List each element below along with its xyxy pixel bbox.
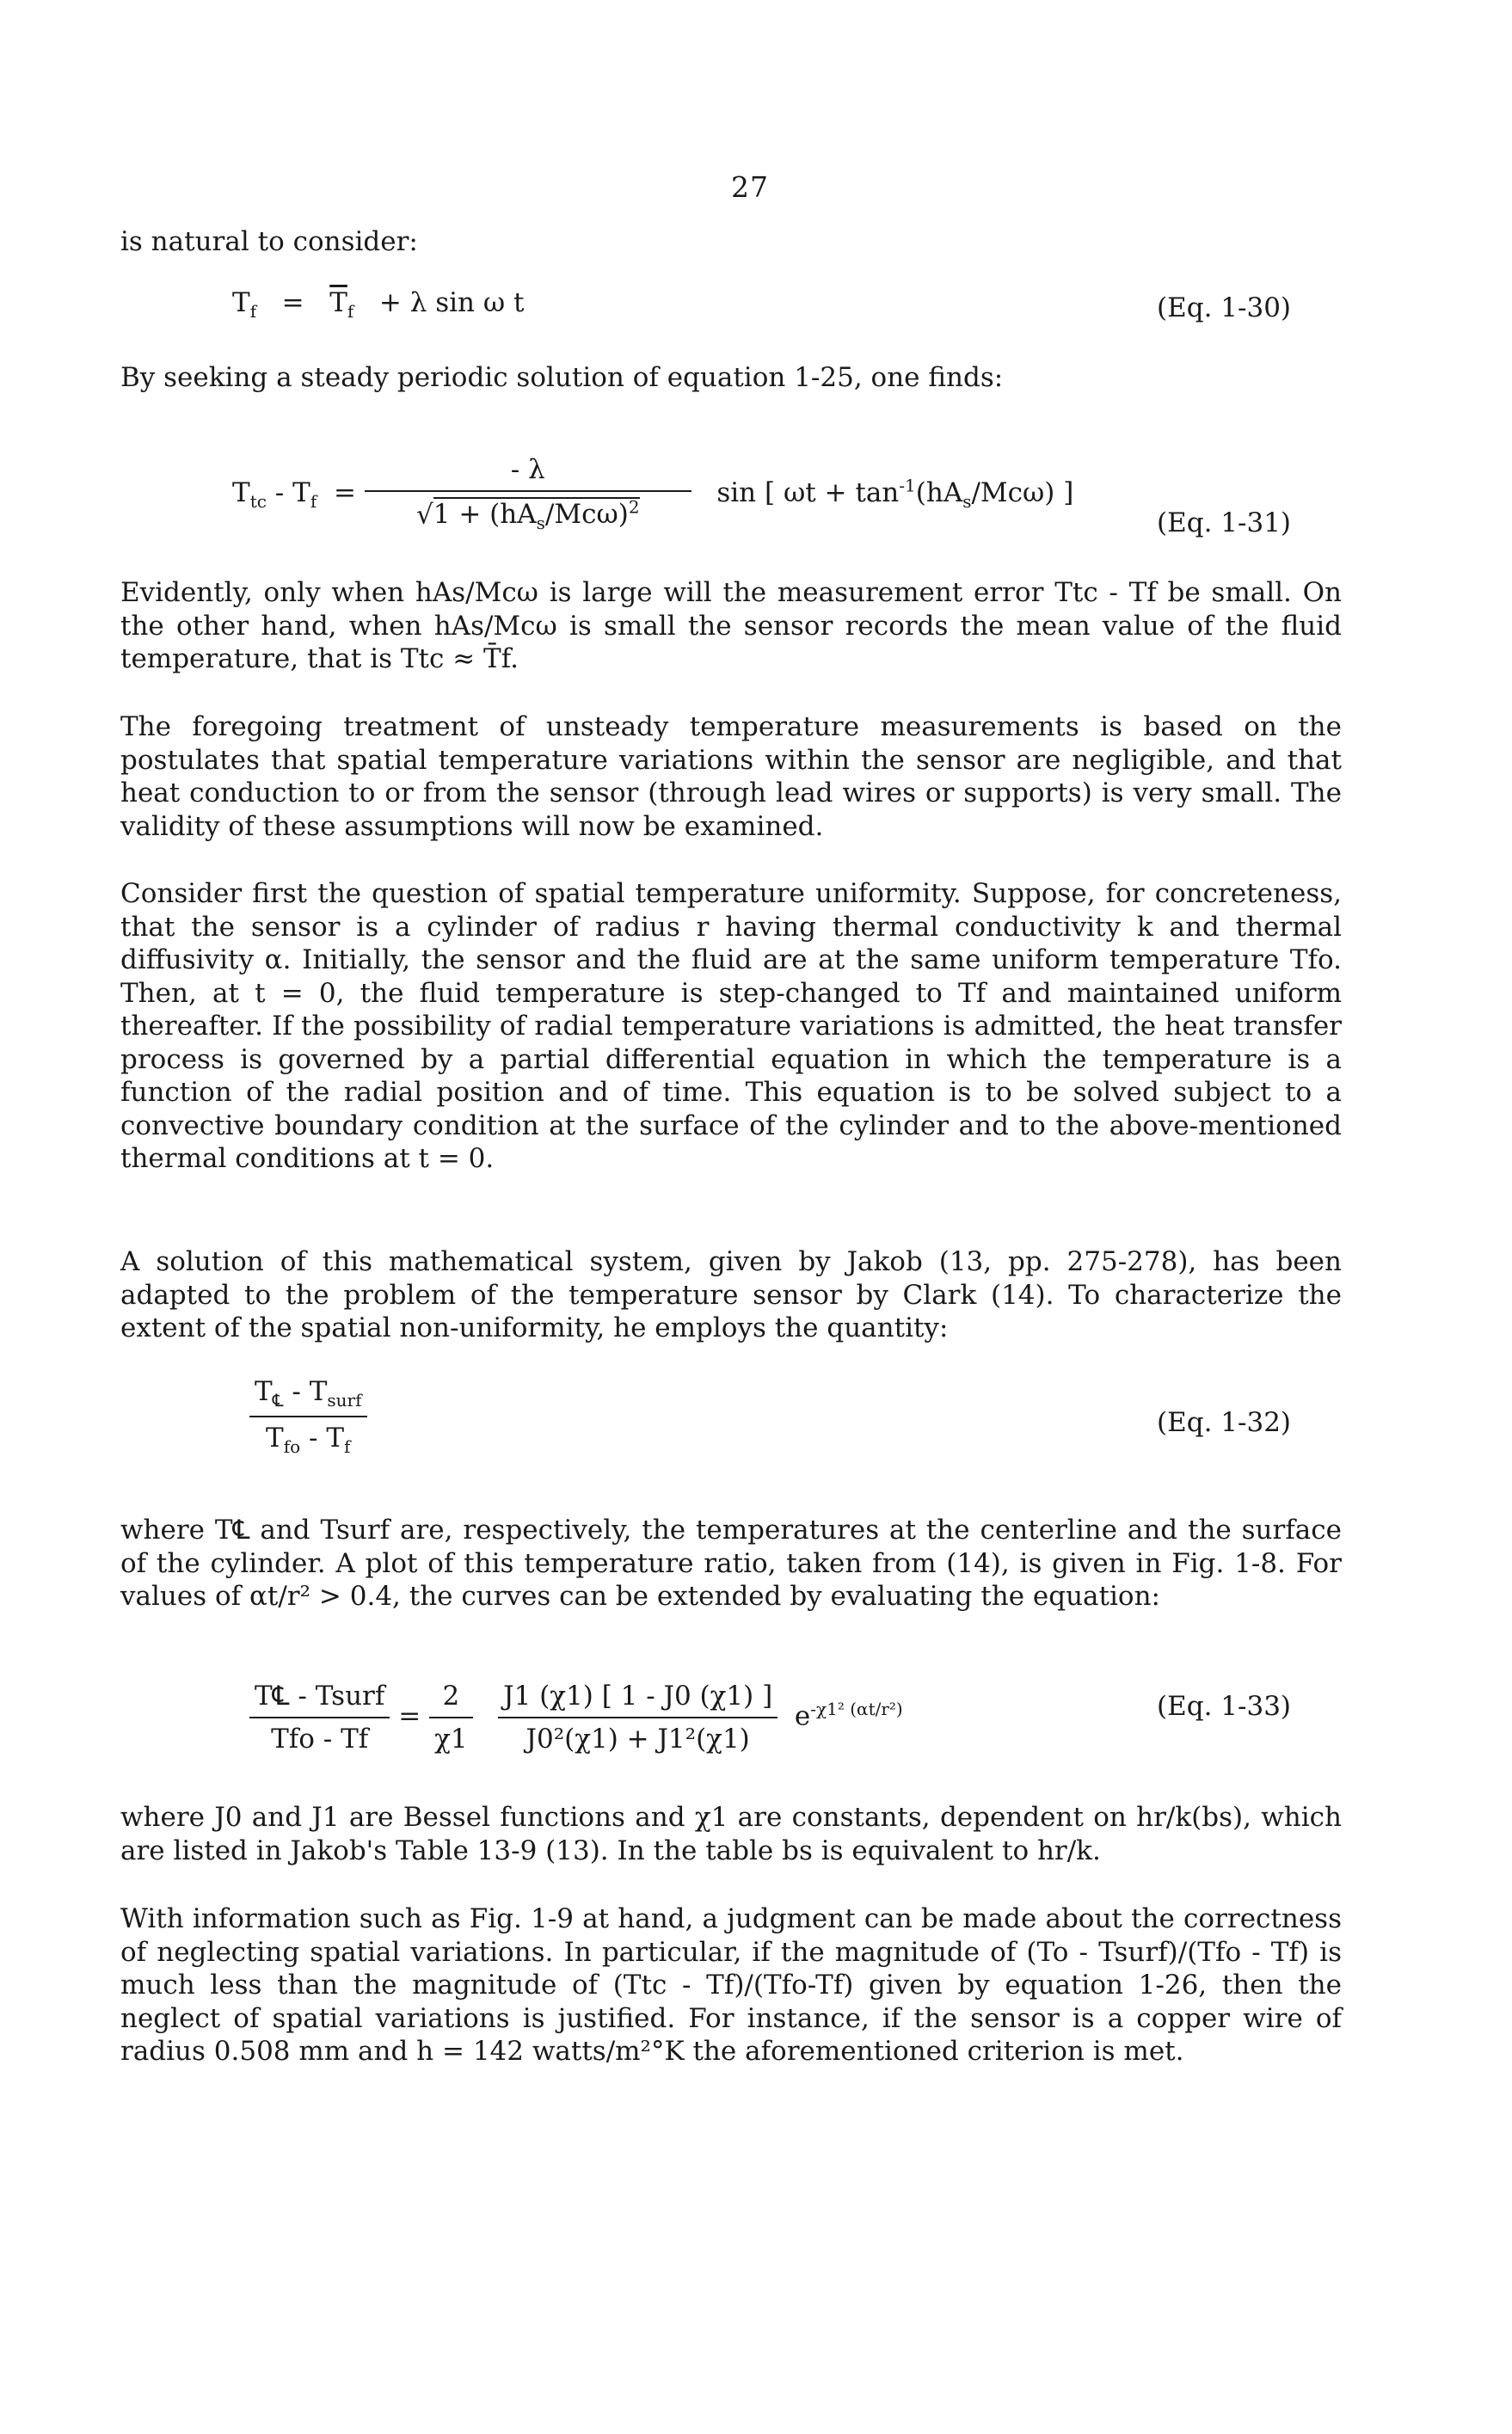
paragraph-foregoing: The foregoing treatment of unsteady temperature measurements is based on the postulates that spatial temperature variations within the sensor are negligible, and that heat conduction to or from the sensor (through lead wires or supports) is very small. The validity of these assumptions will now be examined.: [120, 711, 1342, 842]
equation-1-31: $T_{tc} - T_f$ = $\frac{- \lambda}{√1 + (hA_s/Mc\omega)^2}$ sin [ $\omega t + \tan^{-1}(hA_s/Mc\omega)$ ]: [232, 454, 1074, 534]
equation-1-32-label: (Eq. 1-32): [1157, 1407, 1292, 1438]
paragraph-bessel: where J0 and J1 are Bessel functions and χ1 are constants, dependent on hr/k(bs), which are listed in Jakob's Table 13-9 (13). In the table bs is equivalent to hr/k.: [120, 1802, 1342, 1866]
equation-1-30: $T_f$ = $\overline{T}_f$ + λ sin ω t: [232, 287, 525, 323]
intro-line: is natural to consider:: [120, 226, 418, 257]
paragraph-jakob-solution: A solution of this mathematical system, given by Jakob (13, pp. 275-278), has been adapted to the problem of the temperature sensor by Clark (14). To characterize the extent of the spatial non-uniformity, he employs the quantity:: [120, 1246, 1342, 1343]
equation-1-32: $\frac{T_℄ - T_{surf}}{T_{fo} - T_f}$: [249, 1376, 367, 1457]
paragraph-judgment: With information such as Fig. 1-9 at hand, a judgment can be made about the correctness of neglecting spatial variations. In particular, if the magnitude of (To - Tsurf)/(Tfo - Tf) is much less than the magnitude of (Ttc - Tf)/(Tfo-Tf) given by equation 1-26, then the neglect of spatial variations is justified. For instance, if the sensor is a copper wire of radius 0.508 mm and h = 142 watts/m²°K the aforementioned criterion is met.: [120, 1903, 1342, 2067]
paragraph-spatial-uniformity: Consider first the question of spatial temperature uniformity. Suppose, for concreteness, that the sensor is a cylinder of radius r having thermal conductivity k and thermal diffusivity α. Initially, the sensor and the fluid are at the same uniform temperature Tfo. Then, at t = 0, the fluid temperature is step-changed to Tf and maintained uniform thereafter. If the possibility of radial temperature variations is admitted, the heat transfer process is governed by a partial differential equation in which the temperature is a function of the radial position and of time. This equation is to be solved subject to a convective boundary condition at the surface of the cylinder and to the above-mentioned thermal conditions at t = 0.: [120, 878, 1342, 1174]
equation-1-31-label: (Eq. 1-31): [1157, 507, 1292, 538]
equation-1-33-label: (Eq. 1-33): [1157, 1691, 1292, 1722]
equation-1-30-label: (Eq. 1-30): [1157, 292, 1292, 323]
equation-1-33: $\frac{\text{T℄ - Tsurf}}{\text{Tfo - Tf}}$ = $\frac{2}{\chi 1}$ $\frac{J1 (\chi 1) [ 1 - J0 (\chi 1) ]}{\text{J0²(χ1) + J1²(χ1)}}$ $e^{-\chi 1^2 (\alpha t/r^2)}$: [249, 1681, 903, 1755]
page-number: 27: [731, 170, 769, 204]
paragraph-centerline: where T℄ and Tsurf are, respectively, the temperatures at the centerline and the surface of the cylinder. A plot of this temperature ratio, taken from (14), is given in Fig. 1-8. For values of αt/r² > 0.4, the curves can be extended by evaluating the equation:: [120, 1515, 1342, 1612]
seek-line: By seeking a steady periodic solution of equation 1-25, one finds:: [120, 362, 1004, 393]
paragraph-evidently: Evidently, only when hAs/Mcω is large will the measurement error Ttc - Tf be small. On the other hand, when hAs/Mcω is small the sensor records the mean value of the fluid temperature, that is Ttc ≈ T̄f.: [120, 577, 1342, 674]
